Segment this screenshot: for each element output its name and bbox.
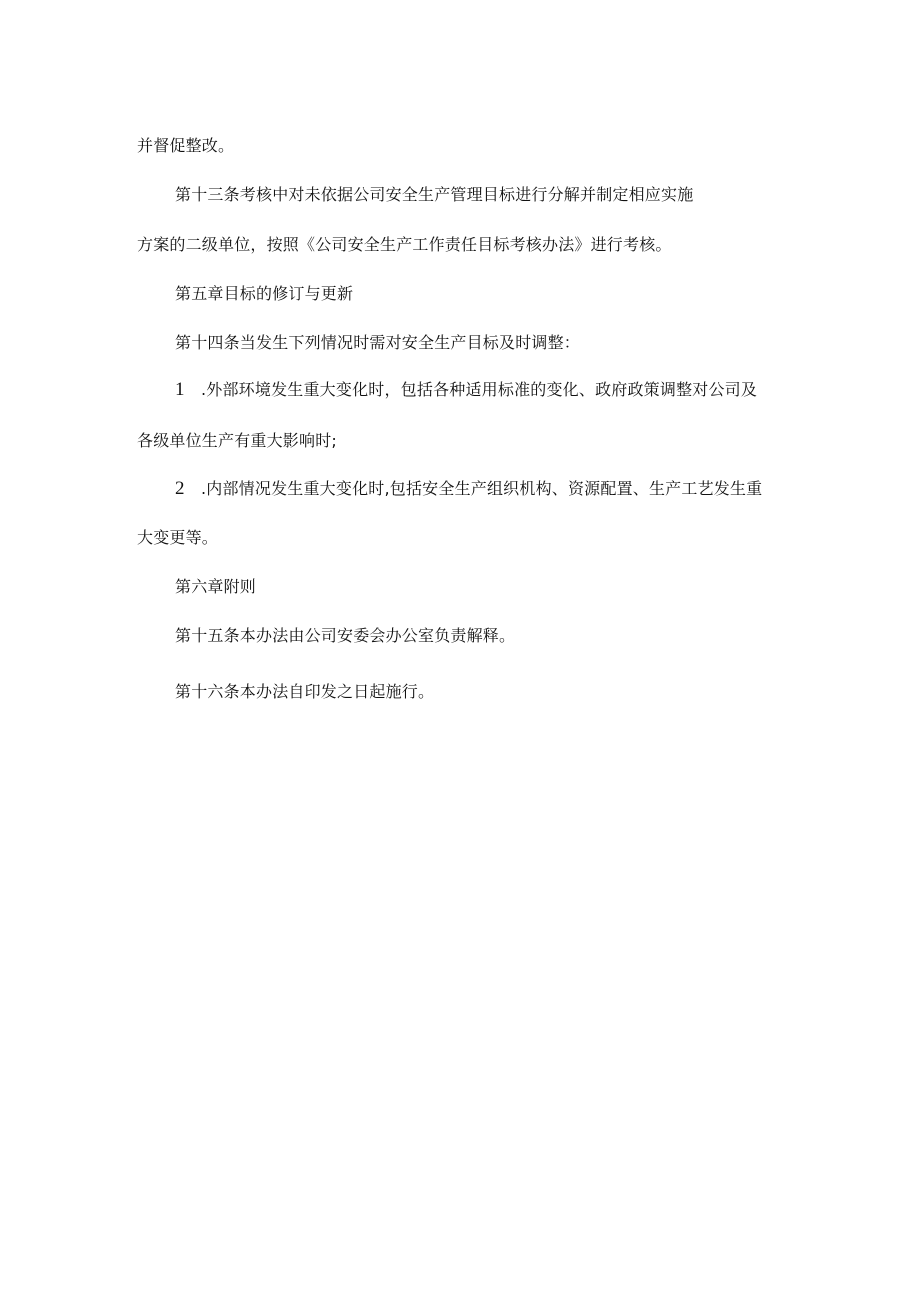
article-13-line-1: 第十三条考核中对未依据公司安全生产管理目标进行分解并制定相应实施: [175, 185, 694, 204]
list-item-1-continuation: 各级单位生产有重大影响时;: [137, 431, 337, 450]
chapter-6-heading: 第六章附则: [175, 577, 257, 596]
article-15: 第十五条本办法由公司安委会办公室负责解释。: [175, 626, 516, 645]
list-item-1: [175, 380, 757, 400]
chapter-5-heading: 第五章目标的修订与更新: [175, 284, 354, 303]
list-item-2-number: 2: [175, 478, 185, 499]
list-item-2-continuation: 大变更等。: [137, 528, 219, 547]
article-13-line-2: 方案的二级单位，按照《公司安全生产工作责任目标考核办法》进行考核。: [137, 235, 672, 254]
list-item-2: [175, 479, 762, 499]
list-item-1-number: 1: [175, 379, 185, 400]
list-item-1-text: .外部环境发生重大变化时，包括各种适用标准的变化、政府政策调整对公司及: [201, 380, 758, 399]
list-item-2-text: .内部情况发生重大变化时,包括安全生产组织机构、资源配置、生产工艺发生重: [201, 479, 763, 498]
article-14: 第十四条当发生下列情况时需对安全生产目标及时调整：: [175, 333, 581, 352]
paragraph-continuation: 并督促整改。: [137, 136, 235, 155]
article-16: 第十六条本办法自印发之日起施行。: [175, 682, 435, 701]
